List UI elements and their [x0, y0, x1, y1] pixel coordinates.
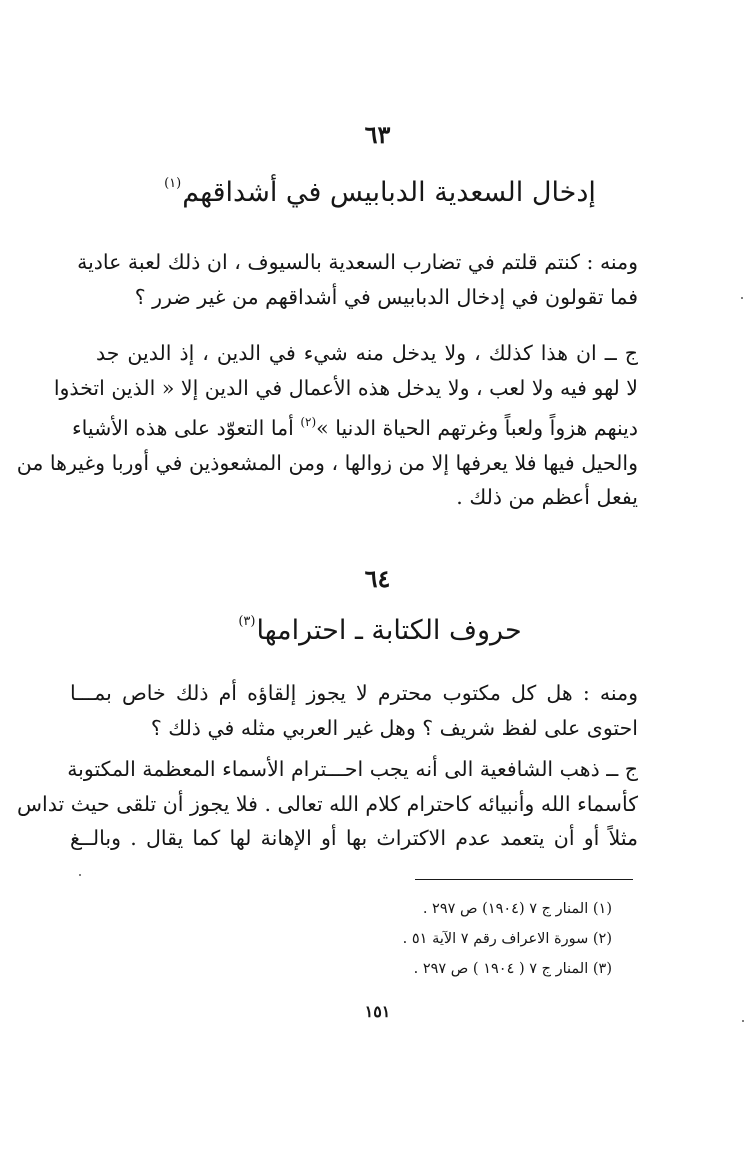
- scan-speck: [79, 874, 81, 876]
- section-title-64: [150, 602, 610, 651]
- text-line: فما تقولون في إدخال الدبابيس في أشداقهم من غير ضرر ؟: [134, 284, 638, 309]
- text-line: ج ــ ذهب الشافعية الى أنه يجب احـــترام الأسماء المعظمة المكتوبة: [67, 757, 638, 781]
- section-number-63: ٦٣: [364, 120, 391, 149]
- page-number: ١٥١: [364, 1002, 391, 1021]
- question-paragraph-64: [70, 676, 638, 745]
- text-line: مثلاً أو أن يتعمد عدم الاكتراث بها أو الإهانة لها كما يقال . وبالــغ: [70, 826, 638, 850]
- section-number-64: ٦٤: [364, 564, 391, 593]
- footnote-separator: [415, 879, 633, 880]
- scan-speck: [742, 1020, 744, 1022]
- footnote-1: (١) المنار ج ٧ (١٩٠٤) ص ٢٩٧ .: [422, 901, 612, 917]
- text-line: ومنه : هل كل مكتوب محترم لا يجوز إلقاؤه أم ذلك خاص بمـــا: [70, 681, 638, 705]
- text-line: ج ــ ان هذا كذلك ، ولا يدخل منه شيء في الدين ، إذ الدين جد: [96, 341, 638, 365]
- section-title-63: [150, 164, 610, 213]
- scan-speck: [741, 297, 743, 299]
- text-line: كأسماء الله وأنبيائه كاحترام كلام الله تعالى . فلا يجوز أن تلقى حيث تداس: [17, 791, 638, 816]
- text-line: [72, 405, 638, 446]
- text-line: والحيل فيها فلا يعرفها إلا من زوالها ، ومن المشعوذين في أوربا وغيرها من: [16, 450, 638, 475]
- footnote-marker-3: (٣): [238, 614, 256, 629]
- text-line: لا لهو فيه ولا لعب ، ولا يدخل هذه الأعمال في الدين إلا « الذين اتخذوا: [53, 375, 638, 400]
- question-paragraph-63: [77, 245, 638, 314]
- section-title-text: إدخال السعدية الدبابيس في أشداقهم: [182, 177, 596, 208]
- footnote-3: (٣) المنار ج ٧ ( ١٩٠٤ ) ص ٢٩٧ .: [413, 961, 612, 977]
- footnotes: [300, 894, 612, 984]
- section-title-text: حروف الكتابة ـ احترامها: [256, 615, 522, 646]
- text-fragment: أما التعوّد على هذه الأشياء: [72, 416, 294, 440]
- footnote-marker-1: (١): [164, 176, 182, 191]
- quoted-verse: دينهم هزواً ولعباً وغرتهم الحياة الدنيا »: [316, 416, 638, 440]
- footnote-marker-2: (٢): [300, 415, 317, 429]
- text-line: يفعل أعظم من ذلك .: [456, 485, 638, 509]
- answer-paragraph-63: [16, 336, 638, 515]
- text-line: احتوى على لفظ شريف ؟ وهل غير العربي مثله في ذلك ؟: [150, 715, 638, 740]
- answer-paragraph-64: [17, 752, 638, 856]
- text-line: ومنه : كنتم قلتم في تضارب السعدية بالسيوف ، ان ذلك لعبة عادية: [77, 250, 638, 274]
- footnote-2: (٢) سورة الاعراف رقم ٧ الآية ٥١ .: [402, 931, 612, 947]
